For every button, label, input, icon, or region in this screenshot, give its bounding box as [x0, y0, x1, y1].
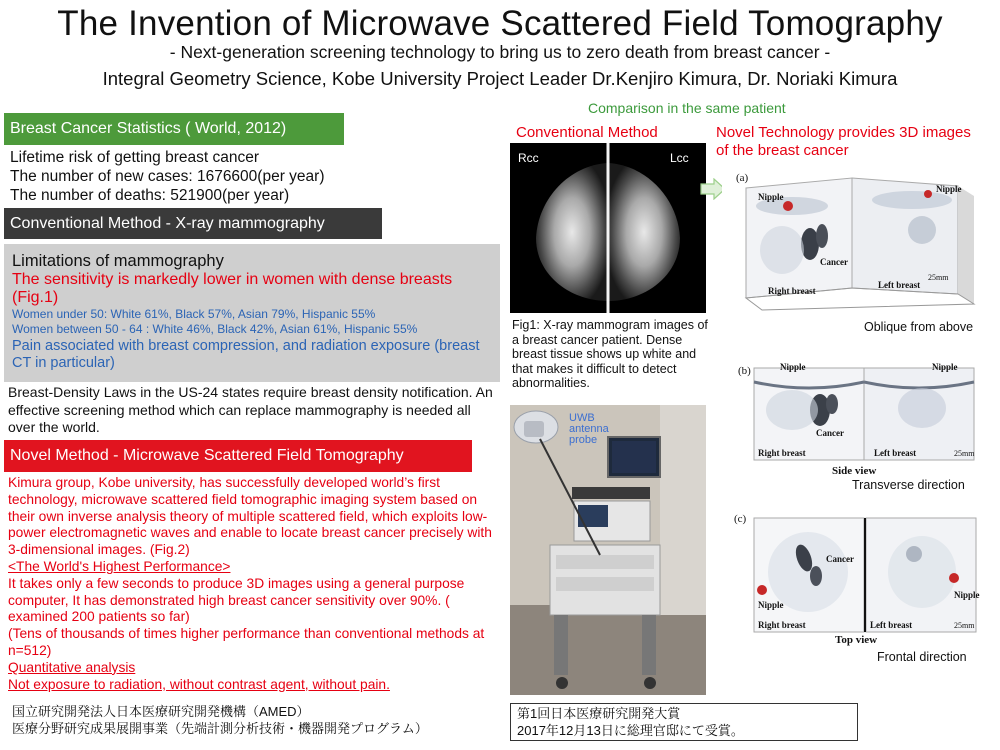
novel-banner: Novel Method - Microwave Scattered Field Tomography	[4, 440, 472, 472]
panel-a-right-breast: Right breast	[768, 286, 816, 296]
novel-highest-performance: <The World's Highest Performance>	[8, 558, 231, 574]
uwb-line2: antenna	[569, 423, 609, 435]
conventional-figure-label: Conventional Method	[516, 124, 658, 141]
panel-c-cancer: Cancer	[826, 554, 854, 564]
side-view-label: Side view	[832, 465, 877, 477]
poster-title: The Invention of Microwave Scattered Field Tomography	[57, 4, 943, 43]
conventional-banner: Conventional Method - X-ray mammography	[4, 208, 382, 239]
panel-a-letter: (a)	[736, 172, 749, 184]
top-view-label: Top view	[835, 634, 878, 646]
amed-line2: 医療分野研究成果展開事業（先端計測分析技術・機器開発プログラム）	[12, 721, 428, 736]
poster-subtitle: - Next-generation screening technology to bring us to zero death from breast cancer -	[169, 42, 831, 62]
stats-lifetime-risk: Lifetime risk of getting breast cancer	[10, 149, 259, 166]
uwb-line3: probe	[569, 434, 598, 446]
novel-quantitative: Quantitative analysis	[8, 659, 136, 675]
lcc-label: Lcc	[670, 151, 689, 165]
panel-a-caption: Oblique from above	[864, 320, 974, 334]
limitations-sensitivity: The sensitivity is markedly lower in women with dense breasts (Fig.1)	[12, 271, 453, 306]
authors-line: Integral Geometry Science, Kobe University Project Leader Dr.Kenjiro Kimura, Dr. Noriaki Kimura	[102, 68, 898, 89]
stats-banner: Breast Cancer Statistics ( World, 2012)	[4, 113, 344, 145]
novel-intro: Kimura group, Kobe university, has successfully developed world’s first technology, microwave scattered field tomographic imaging system based on their own inverse analysis theory of multiple scattered field, which exploits low-power electromagnetic waves and enable to locate breast cancer precisely with 3-dimensional images. (Fig.2)	[8, 475, 492, 558]
stats-deaths: The number of deaths: 521900(per year)	[10, 187, 290, 204]
limitations-under-50: Women under 50: White 61%, Black 57%, Asian 79%, Hispanic 55%	[12, 307, 376, 321]
limitations-heading: Limitations of mammography	[12, 252, 224, 270]
panel-a-nipple-left: Nipple	[758, 192, 784, 202]
novel-speed: It takes only a few seconds to produce 3D images using a general purpose computer, It has demonstrated high breast cancer sensitivity over 90%. ( examined 200 patients so far)	[8, 575, 465, 625]
rcc-label: Rcc	[518, 151, 539, 165]
mammogram-image	[510, 143, 706, 313]
novel-method-text	[8, 475, 504, 693]
panel-c-top	[732, 510, 990, 648]
stats-block	[10, 148, 324, 205]
panel-b-caption: Transverse direction	[852, 478, 965, 492]
panel-c-left-breast: Left breast	[870, 620, 913, 630]
panel-c-letter: (c)	[734, 513, 747, 525]
panel-b-nipple-right: Nipple	[932, 362, 958, 372]
panel-c-scale: 25mm	[954, 621, 975, 630]
panel-a-oblique	[722, 170, 992, 320]
uwb-probe-label	[569, 413, 609, 446]
panel-b-right-breast: Right breast	[758, 448, 806, 458]
panel-c-caption: Frontal direction	[877, 650, 967, 664]
novel-comparison: (Tens of thousands of times higher performance than conventional methods at n=512)	[8, 626, 485, 658]
fig1-caption: Fig1: X-ray mammogram images of a breast cancer patient. Dense breast tissue shows up white and that makes it difficult to detect abnormalities.	[512, 318, 708, 390]
panel-a-left-breast: Left breast	[878, 280, 921, 290]
panel-b-nipple-left: Nipple	[780, 362, 806, 372]
comparison-heading: Comparison in the same patient	[588, 100, 786, 116]
panel-b-left-breast: Left breast	[874, 448, 917, 458]
limitations-pain: Pain associated with breast compression, and radiation exposure (breast CT in particular)	[12, 338, 480, 371]
award-line2: 2017年12月13日に総理官邸にて受賞。	[517, 723, 744, 738]
panel-b-letter: (b)	[738, 365, 751, 377]
novel-figure-label: Novel Technology provides 3D images of the breast cancer	[716, 124, 971, 159]
limitations-box	[4, 244, 500, 382]
panel-a-scale: 25mm	[928, 273, 949, 282]
amed-line1: 国立研究開発法人日本医療研究開発機構（AMED）	[12, 704, 310, 719]
uwb-line1: UWB	[569, 412, 595, 424]
panel-c-nipple-left: Nipple	[758, 600, 784, 610]
limitations-50-64: Women between 50 - 64 : White 46%, Black 42%, Asian 61%, Hispanic 55%	[12, 322, 418, 336]
novel-no-exposure: Not exposure to radiation, without contrast agent, without pain.	[8, 676, 390, 692]
panel-b-side	[732, 360, 990, 472]
panel-a-cancer: Cancer	[820, 257, 848, 267]
award-line1: 第1回日本医療研究開発大賞	[517, 706, 681, 721]
panel-a-nipple-right: Nipple	[936, 184, 962, 194]
panel-c-nipple-right: Nipple	[954, 590, 980, 600]
stats-new-cases: The number of new cases: 1676600(per year)	[10, 168, 325, 185]
amed-credit	[12, 703, 428, 737]
award-box	[510, 703, 858, 741]
device-photo	[510, 405, 706, 695]
panel-c-right-breast: Right breast	[758, 620, 806, 630]
panel-b-cancer: Cancer	[816, 428, 844, 438]
panel-b-scale: 25mm	[954, 449, 975, 458]
density-laws-text: Breast-Density Laws in the US-24 states require breast density notification. An effective screening method which can replace mammography is needed all over the world.	[8, 384, 493, 435]
